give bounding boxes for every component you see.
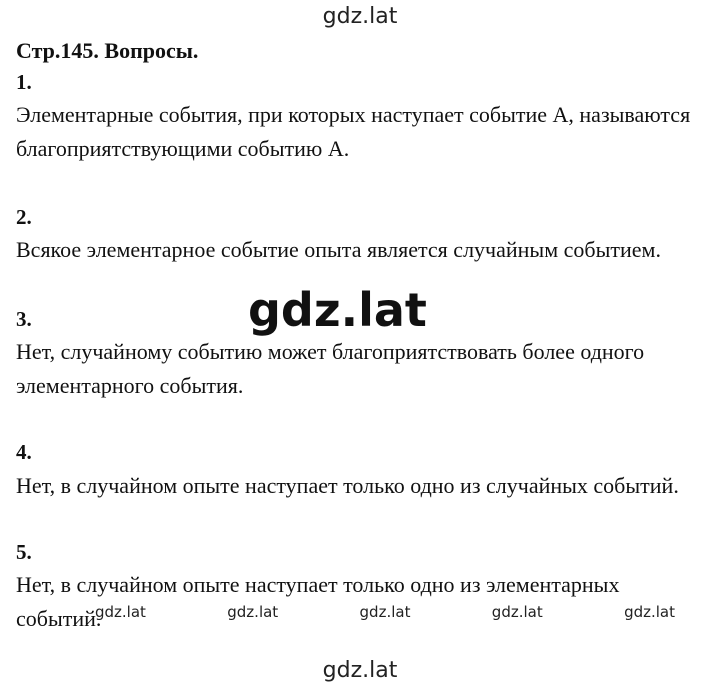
answer-4-line-1: Нет, в случайном опыте наступает только одно из случайных событий. bbox=[16, 473, 679, 498]
watermark-row bbox=[95, 603, 675, 621]
watermark-bottom: gdz.lat bbox=[322, 658, 398, 683]
answer-2-line-1: Всякое элементарное событие опыта является случайным событием. bbox=[16, 237, 661, 262]
watermark-center: gdz.lat bbox=[248, 283, 427, 337]
answer-5 bbox=[16, 568, 716, 636]
question-number-3: 3. bbox=[16, 307, 32, 331]
question-number-4: 4. bbox=[16, 440, 32, 464]
answer-1-line-1: Элементарные события, при которых наступает событие А, называются bbox=[16, 102, 691, 127]
watermark-row-item: gdz.lat bbox=[95, 603, 146, 621]
answer-3-line-1: Нет, случайному событию может благоприятствовать более одного bbox=[16, 339, 645, 364]
answer-3 bbox=[16, 335, 716, 403]
question-number-1: 1. bbox=[16, 70, 32, 94]
answer-5-line-1: Нет, в случайном опыте наступает только одно из элементарных bbox=[16, 572, 620, 597]
answer-5-line-2: событий. bbox=[16, 606, 102, 631]
question-number-2: 2. bbox=[16, 205, 32, 229]
watermark-row-item: gdz.lat bbox=[624, 603, 675, 621]
watermark-row-item: gdz.lat bbox=[227, 603, 279, 621]
answer-1-line-2: благоприятствующими событию А. bbox=[16, 136, 350, 161]
answer-3-line-2: элементарного события. bbox=[16, 373, 244, 398]
question-number-5: 5. bbox=[16, 540, 32, 564]
answer-2 bbox=[16, 233, 716, 267]
page-title: Стр.145. Вопросы. bbox=[16, 38, 199, 63]
watermark-top: gdz.lat bbox=[322, 4, 398, 29]
watermark-row-item: gdz.lat bbox=[359, 603, 411, 621]
watermark-row-item: gdz.lat bbox=[491, 603, 543, 621]
answer-4 bbox=[16, 469, 716, 503]
answer-1 bbox=[16, 98, 716, 166]
